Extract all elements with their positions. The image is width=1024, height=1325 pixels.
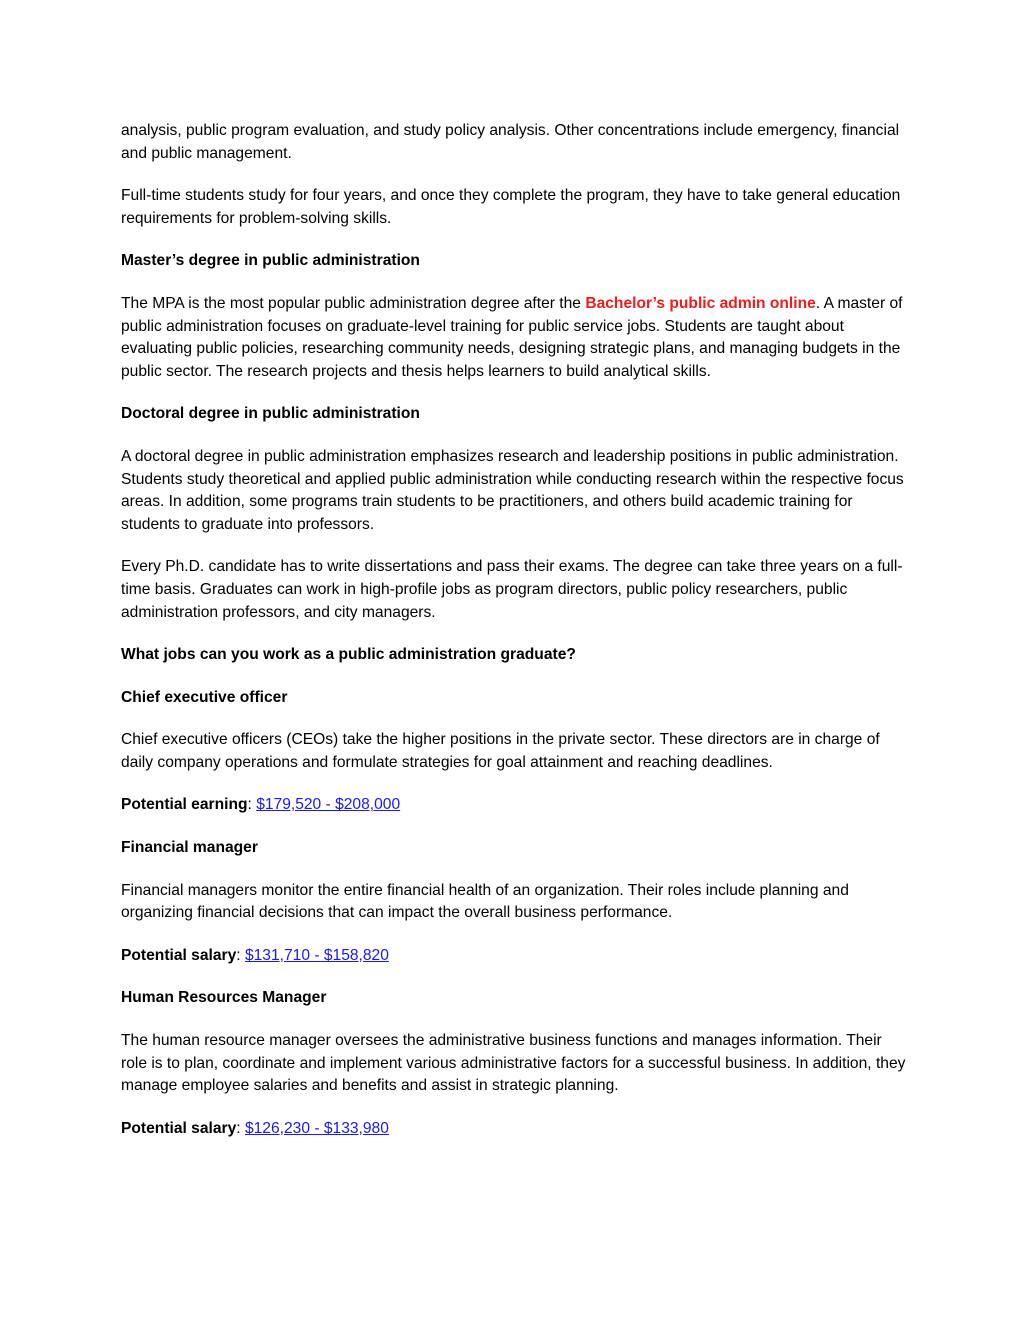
- ceo-salary-separator: :: [247, 796, 257, 814]
- hr-salary-line: [121, 1118, 911, 1141]
- hr-salary-label: Potential salary: [121, 1119, 237, 1137]
- phd-paragraph: Every Ph.D. candidate has to write dissertations and pass their exams. The degree can take three years on a full-time basis. Graduates can work in high-profile jobs as program directors, public policy researchers, public administration professors, and city managers.: [121, 558, 903, 621]
- ceo-salary-line: [121, 794, 911, 817]
- masters-heading: Master’s degree in public administration: [121, 252, 420, 270]
- mpa-paragraph: [121, 293, 911, 383]
- document-page: [121, 120, 911, 1160]
- mpa-text-after: . A master of public administration focuses on graduate-level training for public service jobs. Students are taught about evaluating public policies, researching community needs, designing strategic plans, and managing budgets in the public sector. The research projects and thesis helps learners to build analytical skills.: [121, 294, 903, 380]
- doctoral-heading: Doctoral degree in public administration: [121, 405, 420, 423]
- hr-manager-paragraph: The human resource manager oversees the administrative business functions and manages information. Their role is to plan, coordinate and implement various administrative factors for a successful business. In addition, they manage employee salaries and benefits and assist in strategic planning.: [121, 1032, 906, 1095]
- ceo-paragraph: Chief executive officers (CEOs) take the higher positions in the private sector. These directors are in charge of daily company operations and formulate strategies for goal attainment and reaching deadlines.: [121, 731, 880, 771]
- full-time-paragraph: Full-time students study for four years, and once they complete the program, they have to take general education requirements for problem-solving skills.: [121, 187, 901, 227]
- financial-manager-paragraph: Financial managers monitor the entire financial health of an organization. Their roles include planning and organizing financial decisions that can impact the overall business performance.: [121, 881, 849, 922]
- financial-manager-heading: Financial manager: [121, 839, 258, 857]
- intro-paragraph: analysis, public program evaluation, and study policy analysis. Other concentrations include emergency, financial and public management.: [121, 122, 900, 162]
- ceo-salary-label: Potential earning: [121, 796, 248, 814]
- jobs-heading: What jobs can you work as a public administration graduate?: [121, 646, 576, 664]
- financial-salary-label: Potential salary: [121, 946, 237, 964]
- financial-salary-link[interactable]: $131,710 - $158,820: [244, 946, 389, 964]
- hr-salary-link[interactable]: $126,230 - $133,980: [244, 1119, 389, 1137]
- doctoral-paragraph: A doctoral degree in public administration emphasizes research and leadership positions in public administration. Students study theoretical and applied public administration while conducting research within the respective focus areas. In addition, some programs train students to be practitioners, and others build academic training for students to graduate into professors.: [121, 447, 904, 533]
- ceo-salary-link[interactable]: $179,520 - $208,000: [256, 796, 401, 814]
- hr-salary-separator: :: [236, 1119, 245, 1137]
- hr-manager-heading: Human Resources Manager: [121, 989, 327, 1007]
- bachelors-online-link[interactable]: Bachelor’s public admin online: [585, 294, 816, 312]
- financial-salary-line: [121, 945, 911, 968]
- mpa-text-before: The MPA is the most popular public administration degree after the: [121, 294, 586, 312]
- financial-salary-separator: :: [236, 946, 245, 964]
- ceo-heading: Chief executive officer: [121, 688, 288, 706]
